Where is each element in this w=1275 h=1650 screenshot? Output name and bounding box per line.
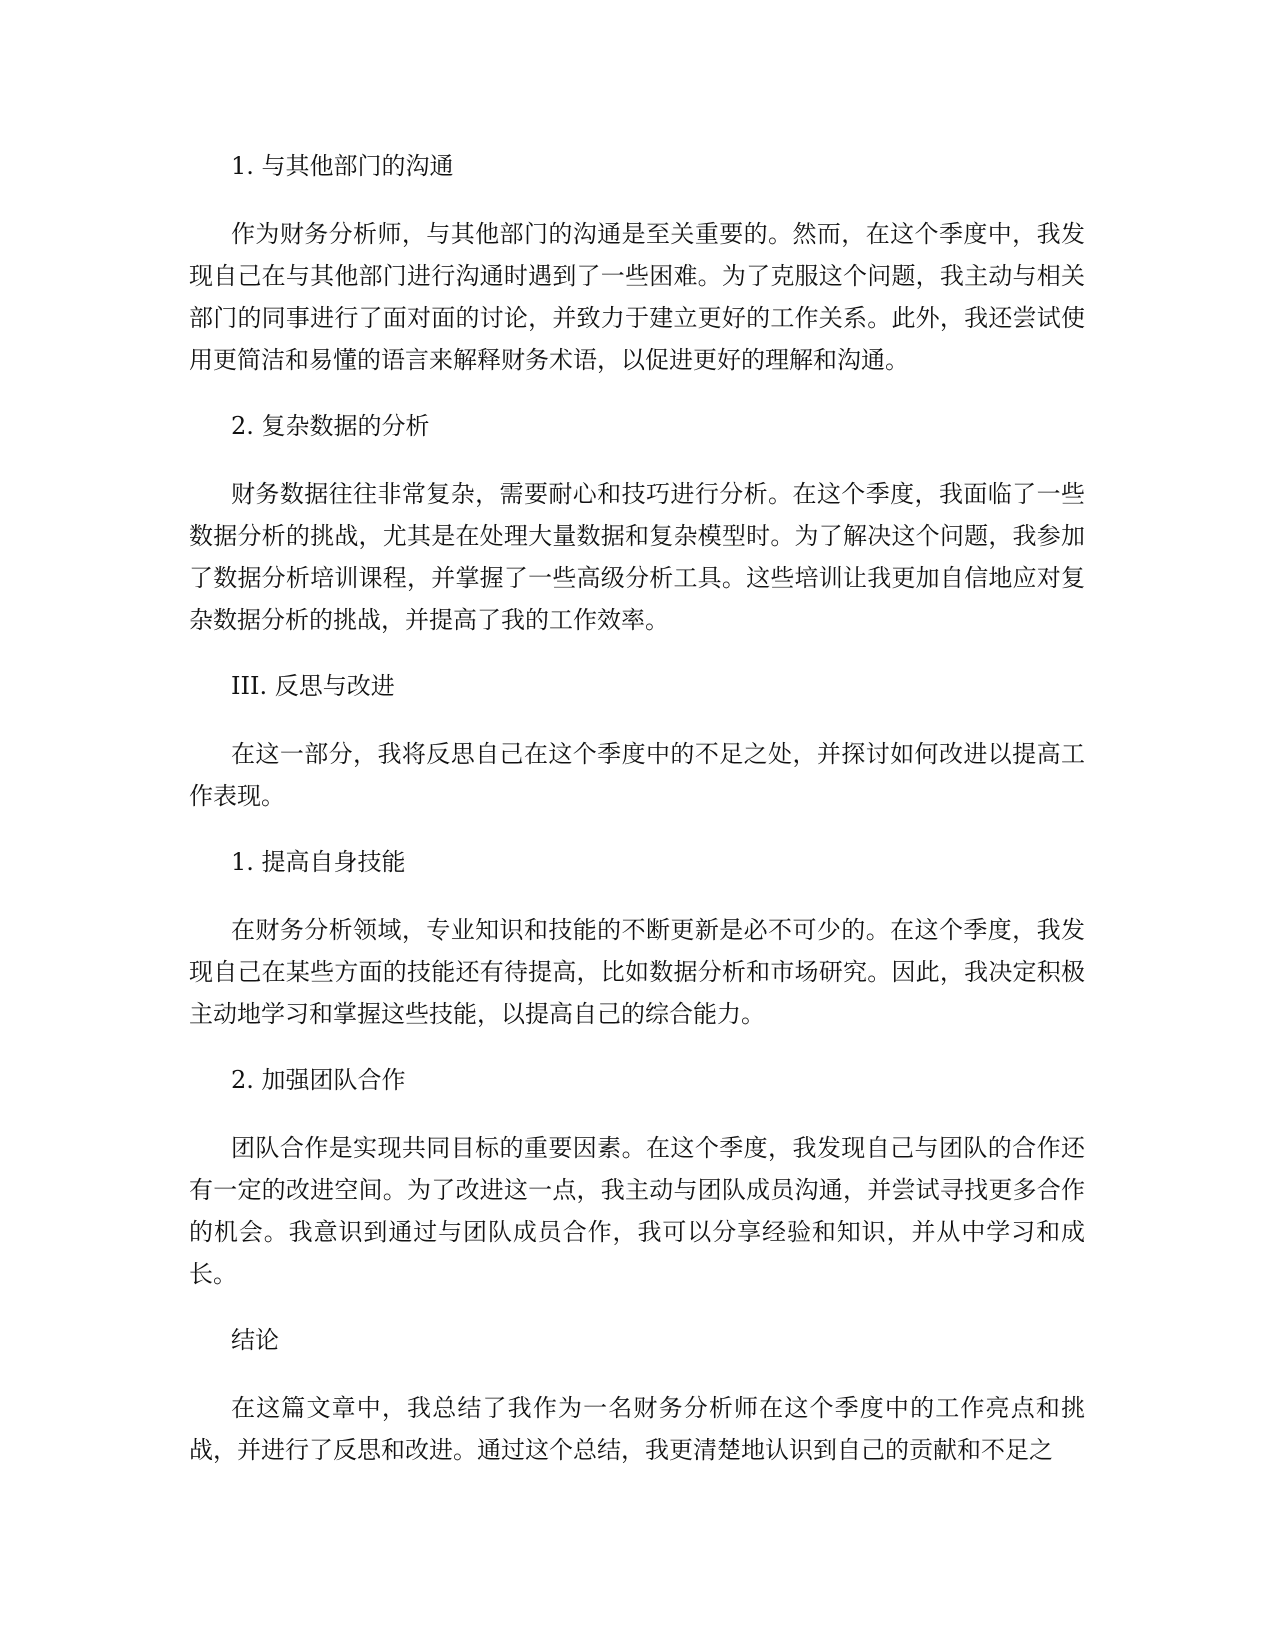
- body-paragraph: 在财务分析领域，专业知识和技能的不断更新是必不可少的。在这个季度，我发现自己在某些方面的技能还有待提高，比如数据分析和市场研究。因此，我决定积极主动地学习和掌握这些技能，以提高自己的综合能力。: [189, 916, 1085, 1028]
- section-heading: 2. 加强团队合作: [231, 1066, 406, 1094]
- section-heading: 1. 提高自身技能: [231, 848, 406, 876]
- body-paragraph: 在这篇文章中，我总结了我作为一名财务分析师在这个季度中的工作亮点和挑战，并进行了反思和改进。通过这个总结，我更清楚地认识到自己的贡献和不足之: [189, 1394, 1085, 1464]
- document-body: [189, 145, 1085, 1495]
- section-heading: III. 反思与改进: [231, 672, 395, 700]
- body-paragraph: 在这一部分，我将反思自己在这个季度中的不足之处，并探讨如何改进以提高工作表现。: [189, 740, 1085, 810]
- section-heading: 1. 与其他部门的沟通: [231, 152, 454, 180]
- body-paragraph: 作为财务分析师，与其他部门的沟通是至关重要的。然而，在这个季度中，我发现自己在与其他部门进行沟通时遇到了一些困难。为了克服这个问题，我主动与相关部门的同事进行了面对面的讨论，并致力于建立更好的工作关系。此外，我还尝试使用更简洁和易懂的语言来解释财务术语，以促进更好的理解和沟通。: [189, 220, 1085, 374]
- body-paragraph: 财务数据往往非常复杂，需要耐心和技巧进行分析。在这个季度，我面临了一些数据分析的挑战，尤其是在处理大量数据和复杂模型时。为了解决这个问题，我参加了数据分析培训课程，并掌握了一些高级分析工具。这些培训让我更加自信地应对复杂数据分析的挑战，并提高了我的工作效率。: [189, 480, 1085, 634]
- section-heading: 结论: [231, 1326, 279, 1354]
- body-paragraph: 团队合作是实现共同目标的重要因素。在这个季度，我发现自己与团队的合作还有一定的改进空间。为了改进这一点，我主动与团队成员沟通，并尝试寻找更多合作的机会。我意识到通过与团队成员合作，我可以分享经验和知识，并从中学习和成长。: [189, 1134, 1085, 1288]
- section-heading: 2. 复杂数据的分析: [231, 412, 430, 440]
